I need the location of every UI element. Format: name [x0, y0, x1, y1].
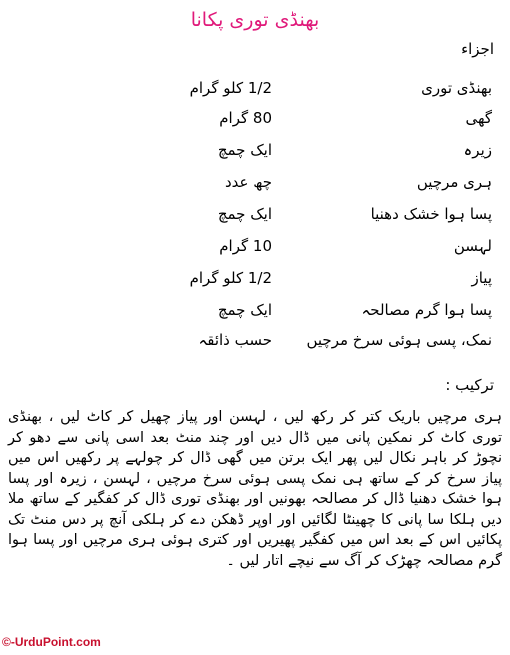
ingredient-name: بھنڈی توری: [421, 79, 492, 97]
ingredient-name: ہری مرچیں: [416, 173, 492, 191]
ingredient-name: لہسن: [453, 237, 492, 255]
ingredient-quantity: 1/2 کلو گرام: [189, 269, 272, 287]
ingredient-quantity: 10 گرام: [219, 237, 272, 255]
ingredient-name: نمک، پسی ہوئی سرخ مرچیں: [306, 331, 492, 349]
ingredient-row: [0, 136, 510, 164]
ingredient-row: [0, 104, 510, 132]
ingredient-quantity: 80 گرام: [219, 109, 272, 127]
ingredient-name: زیرہ: [463, 141, 492, 159]
ingredient-row: [0, 232, 510, 260]
ingredient-quantity: چھ عدد: [224, 173, 272, 191]
method-text: ہری مرچیں باریک کتر کر رکھ لیں ، لہسن اور پیاز چھیل کر کاٹ لیں ، بھنڈی توری کاٹ کر نمکین پانی میں ڈال دیں اور چند منٹ بعد اسی پانی سے دھو کر نچوڑ کر باہر نکال لیں پھر ایک برتن میں گھی ڈال کر چولہے پر رکھیں اس میں پیاز سرخ کر کے ساتھ ہی نمک پسی ہوئی سرخ مرچیں ، لہسن ، زیرہ اور پسا ہوا خشک دھنیا ڈال کر مصالحہ بھونیں اور بھنڈی توری ڈال کر کفگیر کے ساتھ ملا دیں ہلکا سا پانی کا چھینٹا لگائیں اور اوپر ڈھکن دے کر ہلکی آنچ پر دس منٹ تک پکائیں اس کے بعد اس میں کفگیر پھیریں اور کتری ہوئی ہری مرچیں اور پسا ہوا گرم مصالحہ چھڑک کر آگ سے نیچے اتار لیں ۔: [8, 409, 502, 569]
ingredient-row: [0, 296, 510, 324]
ingredient-quantity: ایک چمچ: [217, 301, 272, 319]
ingredient-quantity: ایک چمچ: [217, 141, 272, 159]
ingredient-row: [0, 168, 510, 196]
ingredient-quantity: ایک چمچ: [217, 205, 272, 223]
method-heading: ترکیب :: [445, 376, 494, 394]
ingredient-quantity: حسب ذائقہ: [198, 331, 272, 349]
ingredient-row: [0, 200, 510, 228]
ingredient-row: [0, 326, 510, 354]
ingredient-row: [0, 264, 510, 292]
source-credit: ©-UrduPoint.com: [2, 635, 101, 649]
ingredient-name: گھی: [465, 109, 492, 127]
recipe-title: بھنڈی توری پکانا: [190, 9, 320, 31]
ingredients-heading: اجزاء: [461, 40, 494, 58]
ingredient-quantity: 1/2 کلو گرام: [189, 79, 272, 97]
ingredient-name: پسا ہوا خشک دھنیا: [370, 205, 492, 223]
ingredient-name: پیاز: [471, 269, 492, 287]
ingredient-name: پسا ہوا گرم مصالحہ: [361, 301, 492, 319]
ingredient-row: [0, 74, 510, 102]
